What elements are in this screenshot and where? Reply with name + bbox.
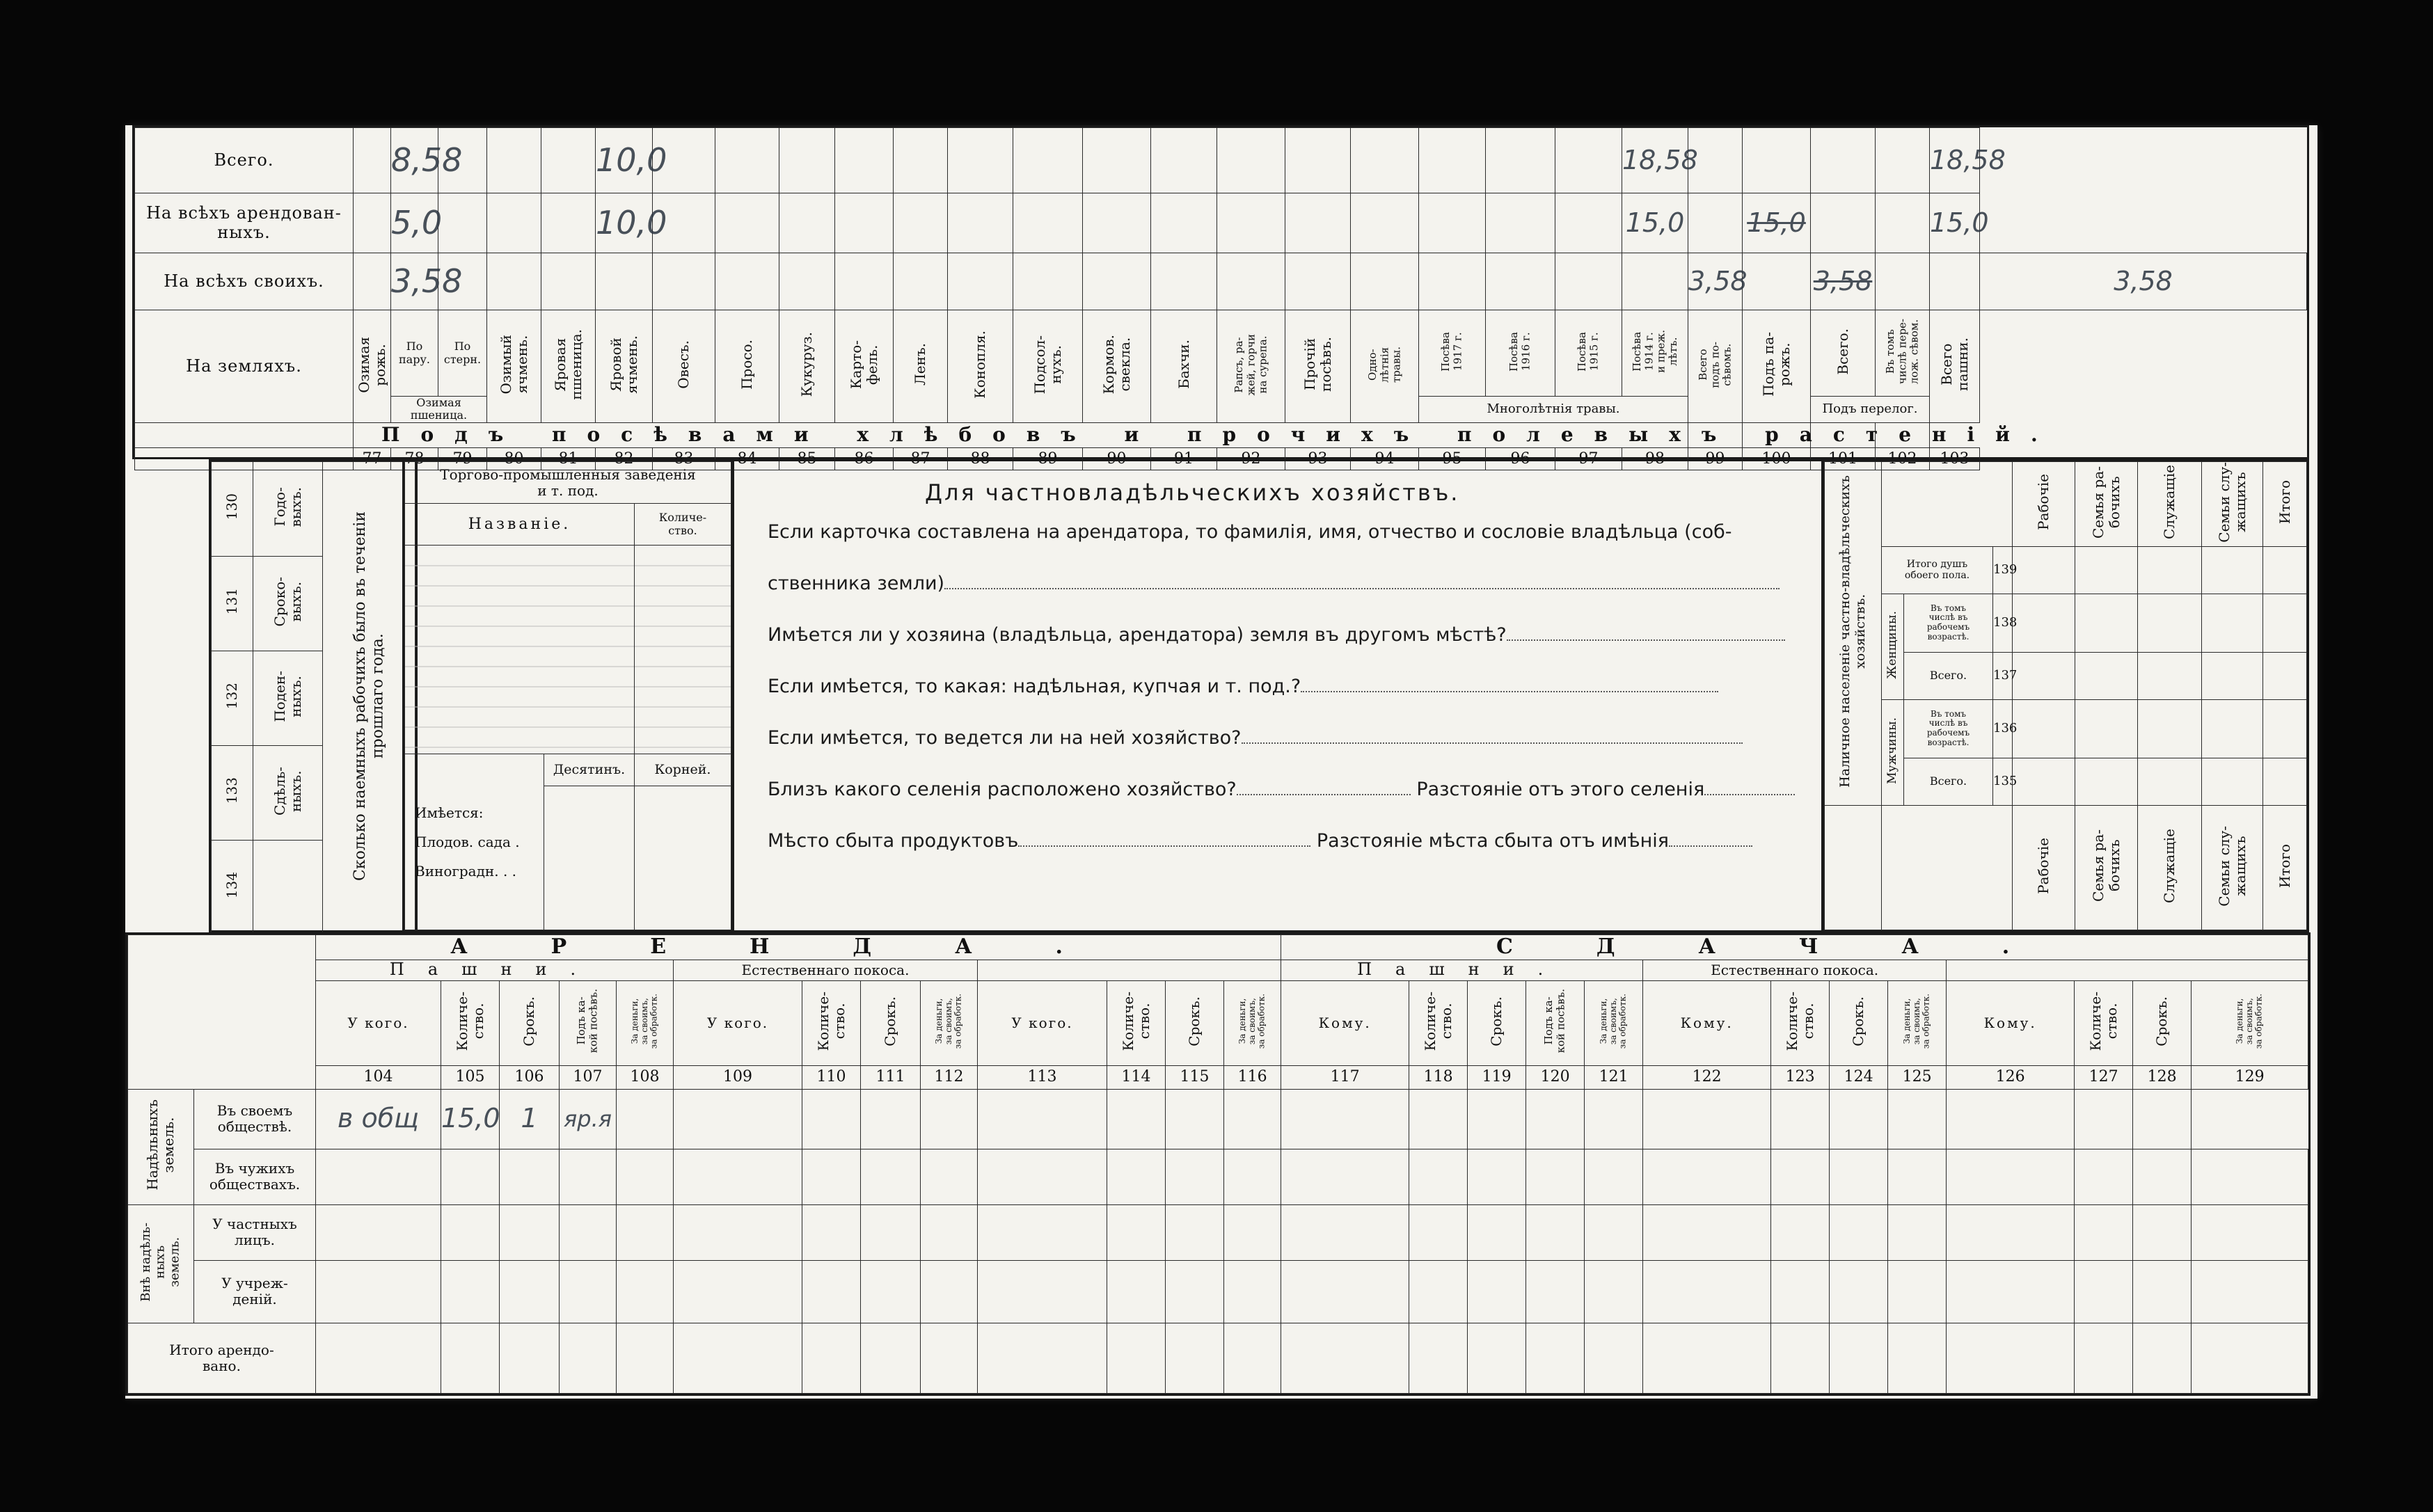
col-number: 128 bbox=[2133, 1065, 2192, 1089]
col-number: 109 bbox=[674, 1065, 802, 1089]
col-number: 90 bbox=[1083, 447, 1151, 470]
col-header: Одно- лѣтнія травы. bbox=[1365, 346, 1403, 383]
col-header: Количе- ство. bbox=[814, 991, 848, 1051]
answer-field[interactable] bbox=[1018, 833, 1310, 847]
col-number: 88 bbox=[948, 447, 1013, 470]
col-number: 133 bbox=[223, 777, 240, 804]
col-header: Количе- ство. bbox=[453, 991, 486, 1051]
col-number: 89 bbox=[1013, 447, 1083, 470]
pop-row-label: Итого душъ обоего пола. bbox=[1882, 546, 1993, 594]
question-line: Имѣется ли у хозяина (владѣльца, арендатора) земля въ другомъ мѣстѣ? bbox=[768, 624, 1507, 646]
col-number: 137 bbox=[1993, 652, 2013, 699]
subheader: Многолѣтнія травы. bbox=[1419, 397, 1688, 423]
col-number: 92 bbox=[1217, 447, 1285, 470]
col-number: 121 bbox=[1585, 1065, 1643, 1089]
col-header: Количе- ство. bbox=[1119, 991, 1152, 1051]
population-label: Наличное населеніе частно-владѣльческихъ хозяйствъ. bbox=[1837, 475, 1868, 788]
col-header: Посѣва 1914 г. и преж. лѣтъ. bbox=[1630, 330, 1679, 373]
col-header: У кого. bbox=[674, 980, 802, 1065]
col-header: Овесъ. bbox=[675, 340, 692, 389]
hand-value: в общ bbox=[338, 1103, 419, 1134]
row-label: У учреж- деній. bbox=[194, 1260, 316, 1323]
col-number: 116 bbox=[1224, 1065, 1281, 1089]
col-header: По стерн. bbox=[438, 310, 487, 397]
col-header: Подсол- нухъ. bbox=[1031, 335, 1064, 395]
col-number: 87 bbox=[894, 447, 948, 470]
subheader: Озимая пшеница. bbox=[391, 397, 487, 423]
question-line: Близъ какого селенія расположено хозяйство? bbox=[768, 779, 1237, 800]
col-number: 106 bbox=[500, 1065, 560, 1089]
col-header: Яровой ячмень. bbox=[607, 335, 640, 394]
col-number: 104 bbox=[316, 1065, 441, 1089]
col-number: 85 bbox=[779, 447, 835, 470]
pop-row-label: Всего. bbox=[1904, 758, 1993, 805]
col-header: Ленъ. bbox=[912, 343, 928, 386]
question-line: Если имѣется, то какая: надѣльная, купчая и т. под.? bbox=[768, 676, 1301, 697]
col-number: 100 bbox=[1743, 447, 1811, 470]
staff-header: Рабочіе bbox=[2035, 474, 2052, 531]
col-header: За деньги, за своимъ, за обработк. bbox=[1901, 993, 1931, 1049]
col-number: 110 bbox=[802, 1065, 861, 1089]
col-header: За деньги, за своимъ, за обработк. bbox=[629, 993, 659, 1049]
hand-value: 3,58 bbox=[391, 262, 463, 301]
col-number: 107 bbox=[560, 1065, 617, 1089]
band-title: Подъ посѣвами хлѣбовъ и прочихъ полевыхъ растеній. bbox=[381, 423, 2059, 447]
col-header: Кому. bbox=[1281, 980, 1409, 1065]
col-header: У кого. bbox=[978, 980, 1107, 1065]
staff-footer: Семьи слу- жащихъ bbox=[2215, 825, 2249, 907]
col-number: 136 bbox=[1993, 699, 2013, 758]
col-number: 119 bbox=[1468, 1065, 1526, 1089]
col-number: 139 bbox=[1993, 546, 2013, 594]
col-header: Количе- ство. bbox=[1421, 991, 1455, 1051]
col-number: 113 bbox=[978, 1065, 1107, 1089]
row-own bbox=[135, 253, 2307, 310]
col-header: За деньги, за своимъ, за обработк. bbox=[1237, 993, 1267, 1049]
question-line: Если имѣется, то ведется ли на ней хозяйство? bbox=[768, 727, 1242, 749]
col-header: За деньги, за своимъ, за обработк. bbox=[1598, 993, 1628, 1049]
col-number: 94 bbox=[1351, 447, 1419, 470]
col-number: 81 bbox=[541, 447, 596, 470]
col-header: Посѣва 1917 г. bbox=[1439, 331, 1464, 372]
hand-value: яр.я bbox=[564, 1105, 612, 1132]
staff-header: Итого bbox=[2276, 480, 2293, 525]
col-header: Количе- ство. bbox=[2086, 991, 2120, 1051]
col-number: 122 bbox=[1643, 1065, 1771, 1089]
trade-name-header: Названіе. bbox=[405, 504, 635, 546]
hand-value: 8,58 bbox=[391, 141, 463, 180]
col-number: 105 bbox=[441, 1065, 500, 1089]
hand-value: 1 bbox=[521, 1103, 538, 1134]
row-label: Итого арендо- вано. bbox=[128, 1323, 316, 1394]
col-number: 138 bbox=[1993, 594, 2013, 652]
hand-value: 15,0 bbox=[1747, 207, 1806, 238]
staff-header: Служащіе bbox=[2161, 465, 2178, 540]
col-header: Всего пашни. bbox=[1937, 337, 1971, 392]
col-number: 101 bbox=[1811, 447, 1876, 470]
table-row bbox=[128, 1260, 2308, 1323]
hand-value: 10,0 bbox=[596, 141, 667, 180]
hand-value: 3,58 bbox=[1813, 265, 1873, 296]
col-number: 129 bbox=[2192, 1065, 2308, 1089]
col-header: Яровая пшеница. bbox=[551, 329, 585, 400]
worker-type: Поден- ныхъ. bbox=[271, 671, 304, 722]
col-number: 93 bbox=[1285, 447, 1351, 470]
pashni-header: Пашни. bbox=[1281, 960, 1643, 980]
sdacha-title: СДАЧА. bbox=[1281, 935, 2308, 960]
row-rented bbox=[135, 193, 2307, 253]
sowing-table bbox=[132, 125, 2309, 468]
col-number: 125 bbox=[1888, 1065, 1947, 1089]
pop-row-label: Всего. bbox=[1904, 652, 1993, 699]
col-number: 84 bbox=[715, 447, 779, 470]
col-number: 134 bbox=[223, 872, 240, 899]
col-number: 108 bbox=[617, 1065, 674, 1089]
private-title: Для частновладѣльческихъ хозяйствъ. bbox=[925, 479, 1460, 506]
subheader: Подъ перелог. bbox=[1811, 397, 1930, 423]
col-number: 132 bbox=[223, 683, 240, 710]
trade-establishments-table bbox=[402, 459, 734, 932]
col-header: Просо. bbox=[738, 339, 755, 390]
col-number: 123 bbox=[1771, 1065, 1830, 1089]
row-label: У частныхъ лицъ. bbox=[194, 1204, 316, 1260]
col-number: 103 bbox=[1930, 447, 1980, 470]
answer-field[interactable] bbox=[1704, 781, 1795, 795]
col-number: 127 bbox=[2075, 1065, 2133, 1089]
col-number: 135 bbox=[1993, 758, 2013, 805]
answer-field[interactable] bbox=[1242, 730, 1743, 744]
col-header: Подъ па- рожъ. bbox=[1759, 332, 1793, 397]
table-row bbox=[128, 1204, 2308, 1260]
col-header: Кому. bbox=[1643, 980, 1771, 1065]
col-header: Кукуруз. bbox=[798, 332, 815, 397]
col-header: Срокъ. bbox=[882, 996, 898, 1047]
question-line: ственника земли) bbox=[768, 573, 945, 594]
col-number: 112 bbox=[921, 1065, 978, 1089]
col-header: Подъ ка- кой посѣвъ. bbox=[1542, 989, 1567, 1053]
row-label: Всего. bbox=[135, 128, 354, 193]
col-number: 97 bbox=[1555, 447, 1622, 470]
col-number: 114 bbox=[1107, 1065, 1166, 1089]
pop-row-label: Въ томъ числѣ въ рабочемъ возрастѣ. bbox=[1904, 699, 1993, 758]
staff-footer: Семья ра- бочихъ bbox=[2089, 829, 2123, 902]
worker-type: Годо- выхъ. bbox=[271, 487, 304, 527]
col-number: 78 bbox=[391, 447, 438, 470]
population-table bbox=[1822, 459, 2309, 932]
col-number: 80 bbox=[487, 447, 541, 470]
answer-field[interactable] bbox=[1507, 627, 1785, 641]
header-label: На земляхъ. bbox=[135, 310, 354, 423]
col-header: Посѣва 1916 г. bbox=[1507, 331, 1532, 372]
col-header: Рапсъ, ра- жей, горчи на сурепа. bbox=[1232, 333, 1269, 396]
staff-footer: Рабочіе bbox=[2035, 837, 2052, 894]
table-row bbox=[128, 1089, 2308, 1149]
col-number: 126 bbox=[1947, 1065, 2075, 1089]
col-header: Прочій посѣвъ. bbox=[1301, 337, 1334, 392]
col-header: Количе- ство. bbox=[1783, 991, 1816, 1051]
row-label: На всѣхъ своихъ. bbox=[135, 253, 354, 310]
col-header: У кого. bbox=[316, 980, 441, 1065]
col-number: 96 bbox=[1486, 447, 1555, 470]
col-header: Срокъ. bbox=[521, 996, 537, 1047]
hand-value: 5,0 bbox=[391, 204, 443, 242]
staff-header: Семьи слу- жащихъ bbox=[2215, 462, 2249, 543]
col-header: Конопля. bbox=[972, 330, 988, 399]
row-total bbox=[135, 128, 2307, 193]
col-header: Карто- фель. bbox=[847, 340, 880, 389]
col-header: Всего подъ по- сѣвомъ. bbox=[1696, 341, 1734, 388]
hired-workers-table bbox=[209, 459, 418, 932]
col-number: 131 bbox=[223, 588, 240, 615]
staff-footer: Служащіе bbox=[2161, 828, 2178, 903]
hand-value: 18,58 bbox=[1930, 144, 2006, 175]
lease-table bbox=[125, 932, 2311, 1396]
hand-value: 15,0 bbox=[441, 1103, 500, 1134]
hand-value: 15,0 bbox=[1625, 207, 1685, 238]
col-number: 99 bbox=[1688, 447, 1743, 470]
korney-header: Корней. bbox=[635, 754, 731, 786]
col-header: По пару. bbox=[391, 310, 438, 397]
arenda-title: АРЕНДА. bbox=[316, 935, 1281, 960]
col-header: Срокъ. bbox=[1850, 996, 1867, 1047]
staff-header: Семья ра- бочихъ bbox=[2089, 465, 2123, 539]
worker-type: Сроко- выхъ. bbox=[271, 577, 304, 627]
col-number: 117 bbox=[1281, 1065, 1409, 1089]
row-label: На всѣхъ арендован- ныхъ. bbox=[135, 193, 354, 253]
group-label: Надѣльныхъ земель. bbox=[144, 1099, 177, 1191]
col-number: 79 bbox=[438, 447, 487, 470]
census-card bbox=[125, 125, 2317, 1399]
col-header: За деньги, за своимъ, за обработк. bbox=[2234, 993, 2264, 1049]
col-number: 91 bbox=[1151, 447, 1217, 470]
question-line: Разстояніе мѣста сбыта отъ имѣнія bbox=[1316, 830, 1669, 852]
private-owners-block bbox=[732, 459, 1823, 932]
col-number: 118 bbox=[1409, 1065, 1468, 1089]
answer-field[interactable] bbox=[1301, 678, 1718, 692]
col-header: Срокъ. bbox=[1186, 996, 1203, 1047]
hand-value: 3,58 bbox=[1688, 265, 1748, 296]
col-number: 115 bbox=[1166, 1065, 1224, 1089]
trade-title: Торгово-промышленныя заведенія и т. под. bbox=[405, 462, 731, 504]
col-header: Кормов. свекла. bbox=[1100, 335, 1133, 395]
workers-label: Сколько наемныхъ рабочихъ было въ теченіи прошлаго года. bbox=[351, 511, 386, 882]
desyatin-header: Десятинъ. bbox=[544, 754, 635, 786]
col-header: Срокъ. bbox=[1488, 996, 1505, 1047]
women-label: Женщины. bbox=[1885, 610, 1899, 679]
worker-type: Сдѣль- ныхъ. bbox=[271, 766, 304, 816]
col-number: 98 bbox=[1622, 447, 1688, 470]
pokos-header: Естественнаго покоса. bbox=[674, 960, 978, 980]
answer-field[interactable] bbox=[944, 575, 1780, 589]
col-number: 77 bbox=[354, 447, 391, 470]
staff-footer: Итого bbox=[2276, 843, 2293, 888]
col-header: Кому. bbox=[1947, 980, 2075, 1065]
col-header-row bbox=[135, 310, 2307, 397]
col-number: 102 bbox=[1876, 447, 1930, 470]
hand-value: 10,0 bbox=[596, 204, 667, 242]
col-header: Подъ ка- кой посѣвъ. bbox=[575, 989, 600, 1053]
trade-qty-header: Количе- ство. bbox=[635, 504, 731, 546]
col-number: 120 bbox=[1526, 1065, 1585, 1089]
col-header: Озимый ячмень. bbox=[497, 335, 530, 395]
col-header: За деньги, за своимъ, за обработк. bbox=[933, 993, 963, 1049]
col-header: Въ томъ числѣ пере- лож. сѣвом. bbox=[1883, 318, 1921, 385]
col-number: 86 bbox=[835, 447, 894, 470]
col-number: 130 bbox=[223, 493, 240, 520]
col-header: Бахчи. bbox=[1175, 340, 1192, 390]
hand-value: 3,58 bbox=[2114, 265, 2173, 296]
question-line: Мѣсто сбыта продуктовъ bbox=[768, 830, 1019, 852]
row-label: Въ своемъ обществѣ. bbox=[194, 1089, 316, 1149]
answer-field[interactable] bbox=[1669, 833, 1752, 847]
table-row bbox=[128, 1149, 2308, 1204]
question-line: Разстояніе отъ этого селенія bbox=[1416, 779, 1705, 800]
col-number: 95 bbox=[1419, 447, 1486, 470]
pokos-header: Естественнаго покоса. bbox=[1643, 960, 1947, 980]
col-header: Посѣва 1915 г. bbox=[1576, 331, 1601, 372]
answer-field[interactable] bbox=[1237, 781, 1411, 795]
col-number: 111 bbox=[861, 1065, 921, 1089]
col-header: Озимая рожь. bbox=[355, 336, 388, 393]
pashni-header: Пашни. bbox=[316, 960, 674, 980]
hand-value: 15,0 bbox=[1930, 207, 1989, 238]
col-header: Срокъ. bbox=[2153, 996, 2171, 1047]
col-number: 83 bbox=[653, 447, 715, 470]
col-number: 82 bbox=[596, 447, 653, 470]
men-label: Мужчины. bbox=[1885, 717, 1899, 784]
question-line: Если карточка составлена на арендатора, то фамилія, имя, отчество и сословіе владѣльца (соб- bbox=[768, 521, 1732, 543]
hand-value: 18,58 bbox=[1622, 144, 1698, 175]
row-label: Въ чужихъ обществахъ. bbox=[194, 1149, 316, 1204]
table-row bbox=[128, 1323, 2308, 1394]
col-number: 124 bbox=[1830, 1065, 1888, 1089]
garden-label: Имѣется: Плодов. сада . Виноградн. . . bbox=[405, 754, 544, 930]
pop-row-label: Въ томъ числѣ въ рабочемъ возрастѣ. bbox=[1904, 594, 1993, 652]
group-label: Внѣ надѣль- ныхъ земель. bbox=[138, 1222, 182, 1302]
band-row bbox=[135, 422, 2307, 447]
col-header: Всего. bbox=[1834, 328, 1851, 375]
